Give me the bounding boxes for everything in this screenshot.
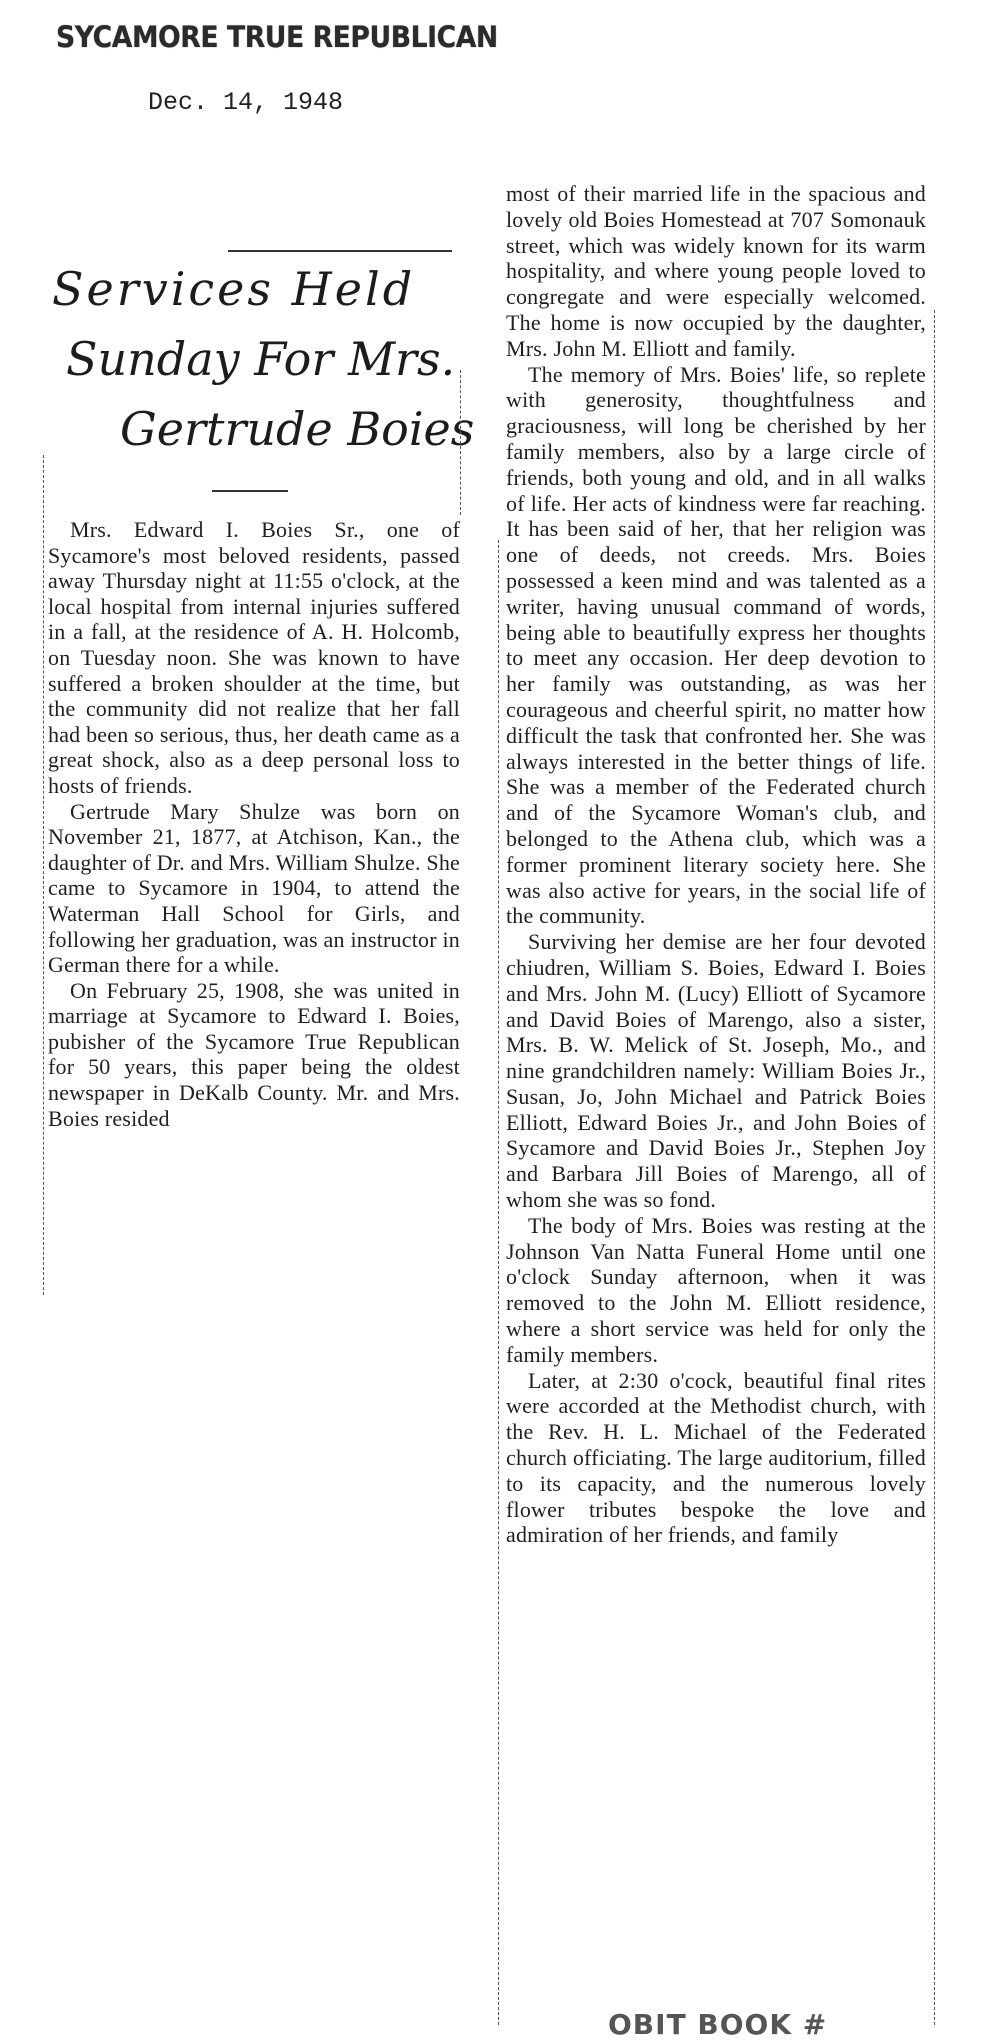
column-rule-middle [498, 540, 499, 2025]
article-column-right [506, 181, 926, 1548]
headline-top-rule [228, 250, 452, 252]
publication-date: Dec. 14, 1948 [148, 88, 344, 117]
article-paragraph: The memory of Mrs. Boies' life, so replete with generosity, thoughtfulness and graciousness, will long be cherished by her family members, also by a large circle of friends, both young and old, and in all walks of life. Her acts of kindness were far reaching. It has been said of her, that her religion was one of deeds, not creeds. Mrs. Boies possessed a keen mind and was talented as a writer, having unusual command of words, being able to beautifully express her thoughts to meet any occasion. Her deep devotion to her family was outstanding, as was her courageous and cheerful spirit, no matter how difficult the task that confronted her. She was always interested in the better things of life. She was a member of the Federated church and of the Sycamore Woman's club, and belonged to the Athena club, which was a former prominent literary society here. She was also active for years, in the social life of the community. [506, 361, 926, 929]
article-paragraph: Gertrude Mary Shulze was born on November 21, 1877, at Atchison, Kan., the daughter of Dr. and Mrs. William Shulze. She came to Sycamore in 1904, to attend the Waterman Hall School for Girls, and following her graduation, was an instructor in German there for a while. [48, 798, 460, 978]
article-paragraph-continued: most of their married life in the spacious and lovely old Boies Homestead at 707 Somonauk street, which was widely known for its warm hospitality, and where young people loved to congregate and were especially welcomed. The home is now occupied by the daughter, Mrs. John M. Elliott and family. [506, 181, 926, 361]
article-paragraph: Mrs. Edward I. Boies Sr., one of Sycamore's most beloved residents, passed away Thursday night at 11:55 o'clock, at the local hospital from internal injuries suffered in a fall, at the residence of A. H. Holcomb, on Tuesday noon. She was known to have suffered a broken shoulder at the time, but the community did not realize that her fall had been so serious, thus, her death came as a great shock, also as a deep personal loss to hosts of friends. [48, 517, 460, 798]
headline-line-3: Gertrude Boies [120, 402, 475, 456]
headline-line-2: Sunday For Mrs. [66, 332, 456, 386]
article-column-left [48, 517, 460, 1131]
headline-line-1: Services Held [52, 262, 416, 316]
obit-book-stamp: OBIT BOOK # [608, 2008, 828, 2041]
newspaper-masthead: SYCAMORE TRUE REPUBLICAN [56, 20, 498, 54]
column-rule-left [43, 455, 44, 1295]
article-paragraph: Surviving her demise are her four devoted chiudren, William S. Boies, Edward I. Boies and Mrs. John M. (Lucy) Elliott of Sycamore and David Boies of Marengo, also a sister, Mrs. B. W. Melick of St. Joseph, Mo., and nine grandchildren namely: William Boies Jr., Susan, Jo, John Michael and Patrick Boies Elliott, Edward Boies Jr., and John Boies of Sycamore and David Boies Jr., Stephen Joy and Barbara Jill Boies of Marengo, all of whom she was so fond. [506, 929, 926, 1213]
headline-divider [212, 490, 288, 492]
column-rule-right [934, 310, 935, 2025]
article-paragraph: The body of Mrs. Boies was resting at the Johnson Van Natta Funeral Home until one o'clock Sunday afternoon, when it was removed to the John M. Elliott residence, where a short service was held for only the family members. [506, 1212, 926, 1367]
article-paragraph: Later, at 2:30 o'cock, beautiful final rites were accorded at the Methodist church, with the Rev. H. L. Michael of the Federated church officiating. The large auditorium, filled to its capacity, and the numerous lovely flower tributes bespoke the love and admiration of her friends, and family [506, 1367, 926, 1548]
article-paragraph: On February 25, 1908, she was united in marriage at Sycamore to Edward I. Boies, pubisher of the Sycamore True Republican for 50 years, this paper being the oldest newspaper in DeKalb County. Mr. and Mrs. Boies resided [48, 977, 460, 1131]
headline-rule-right [460, 370, 461, 515]
